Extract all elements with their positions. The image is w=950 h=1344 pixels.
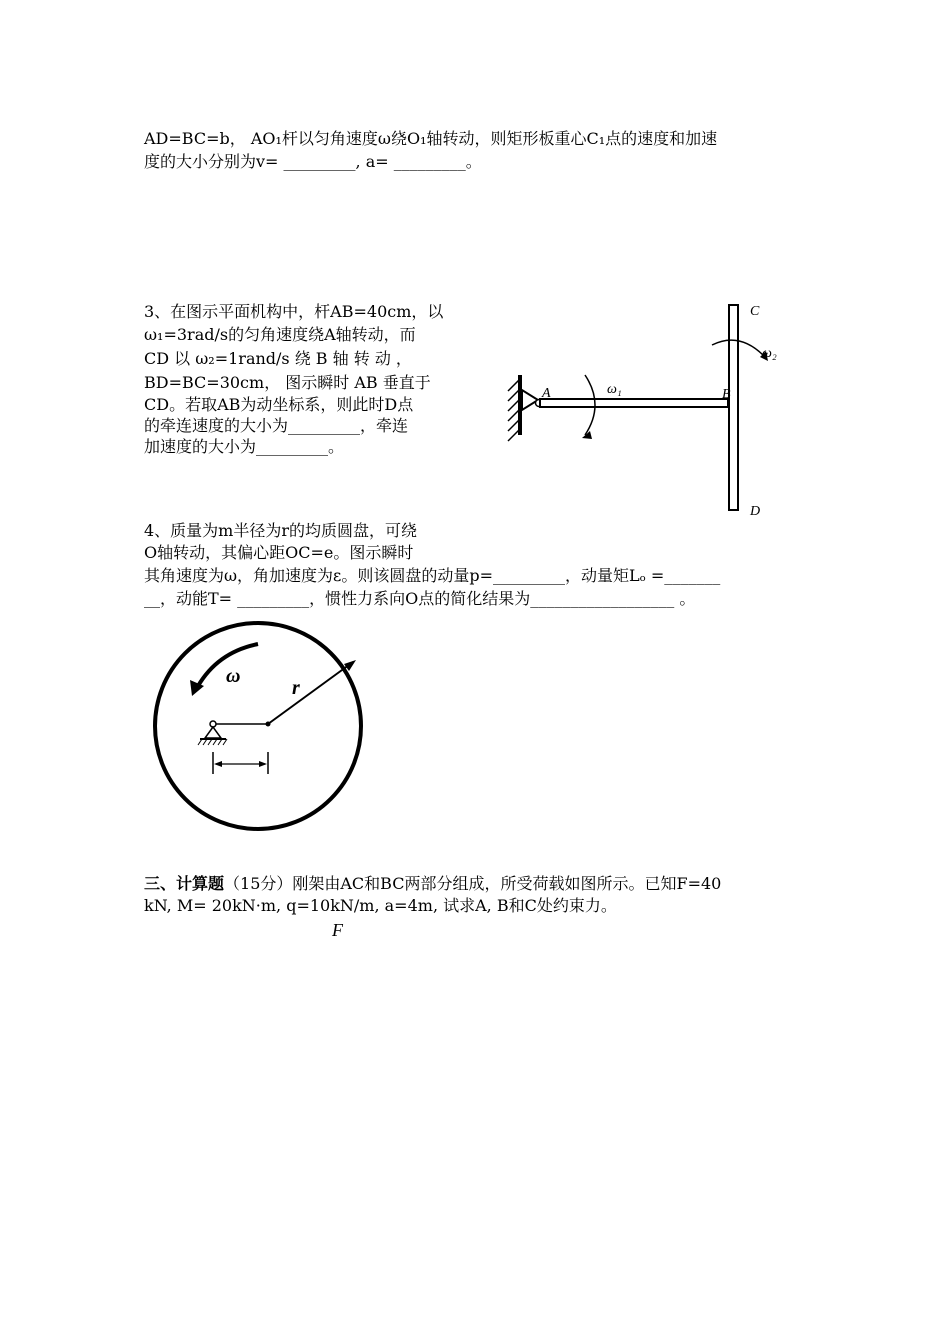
p3-line: ω₁=3rad/s的匀角速度绕A轴转动，而 <box>144 325 416 344</box>
p4-line: O轴转动，其偏心距OC=e。图示瞬时 <box>144 543 414 562</box>
label-omega2: ω₂ <box>762 346 777 361</box>
p3-line: CD 以 ω₂=1rand/s 绕 B 轴 转 动 ， <box>144 349 412 368</box>
label-omega1: ω₁ <box>607 382 622 397</box>
s3-label-F: F <box>332 920 343 940</box>
label-C: C <box>750 304 760 319</box>
p3-mechanism-figure <box>500 295 800 525</box>
p2-line2: 度的大小分别为v= _________, a= _________。 <box>144 152 482 171</box>
label-D: D <box>750 504 761 519</box>
s3-title: 三、计算题 <box>144 874 225 893</box>
s3-line1-text: （15分）刚架由AC和BC两部分组成，所受荷载如图所示。已知F=40 <box>224 874 722 893</box>
p3-line: 3、在图示平面机构中，杆AB=40cm，以 <box>144 302 444 321</box>
p4-line: 其角速度为ω，角加速度为ε。则该圆盘的动量p=_________，动量矩Lₒ =_______ <box>144 566 721 585</box>
s3-line1 <box>144 873 814 894</box>
p3-line: CD。若取AB为动坐标系，则此时D点 <box>144 395 414 414</box>
p3-line: BD=BC=30cm， 图示瞬时 AB 垂直于 <box>144 373 431 392</box>
p3-line: 的牵连速度的大小为_________，牵连 <box>144 416 409 435</box>
p2-line1: AD=BC=b， AO₁杆以匀角速度ω绕O₁轴转动，则矩形板重心C₁点的速度和加速 <box>144 129 718 148</box>
label-B: B <box>722 387 731 402</box>
p4-disk-figure <box>150 612 390 842</box>
label-omega: ω <box>226 665 241 687</box>
label-r: r <box>292 677 300 699</box>
label-A: A <box>542 386 551 401</box>
p4-line: __，动能T= _________，惯性力系向O点的简化结果为__________________ 。 <box>144 589 696 608</box>
p4-line: 4、质量为m半径为r的均质圆盘，可绕 <box>144 521 418 540</box>
p3-line: 加速度的大小为_________。 <box>144 437 345 456</box>
s3-line2: kN, M= 20kN·m, q=10kN/m, a=4m, 试求A, B和C处约束力。 <box>144 896 617 915</box>
